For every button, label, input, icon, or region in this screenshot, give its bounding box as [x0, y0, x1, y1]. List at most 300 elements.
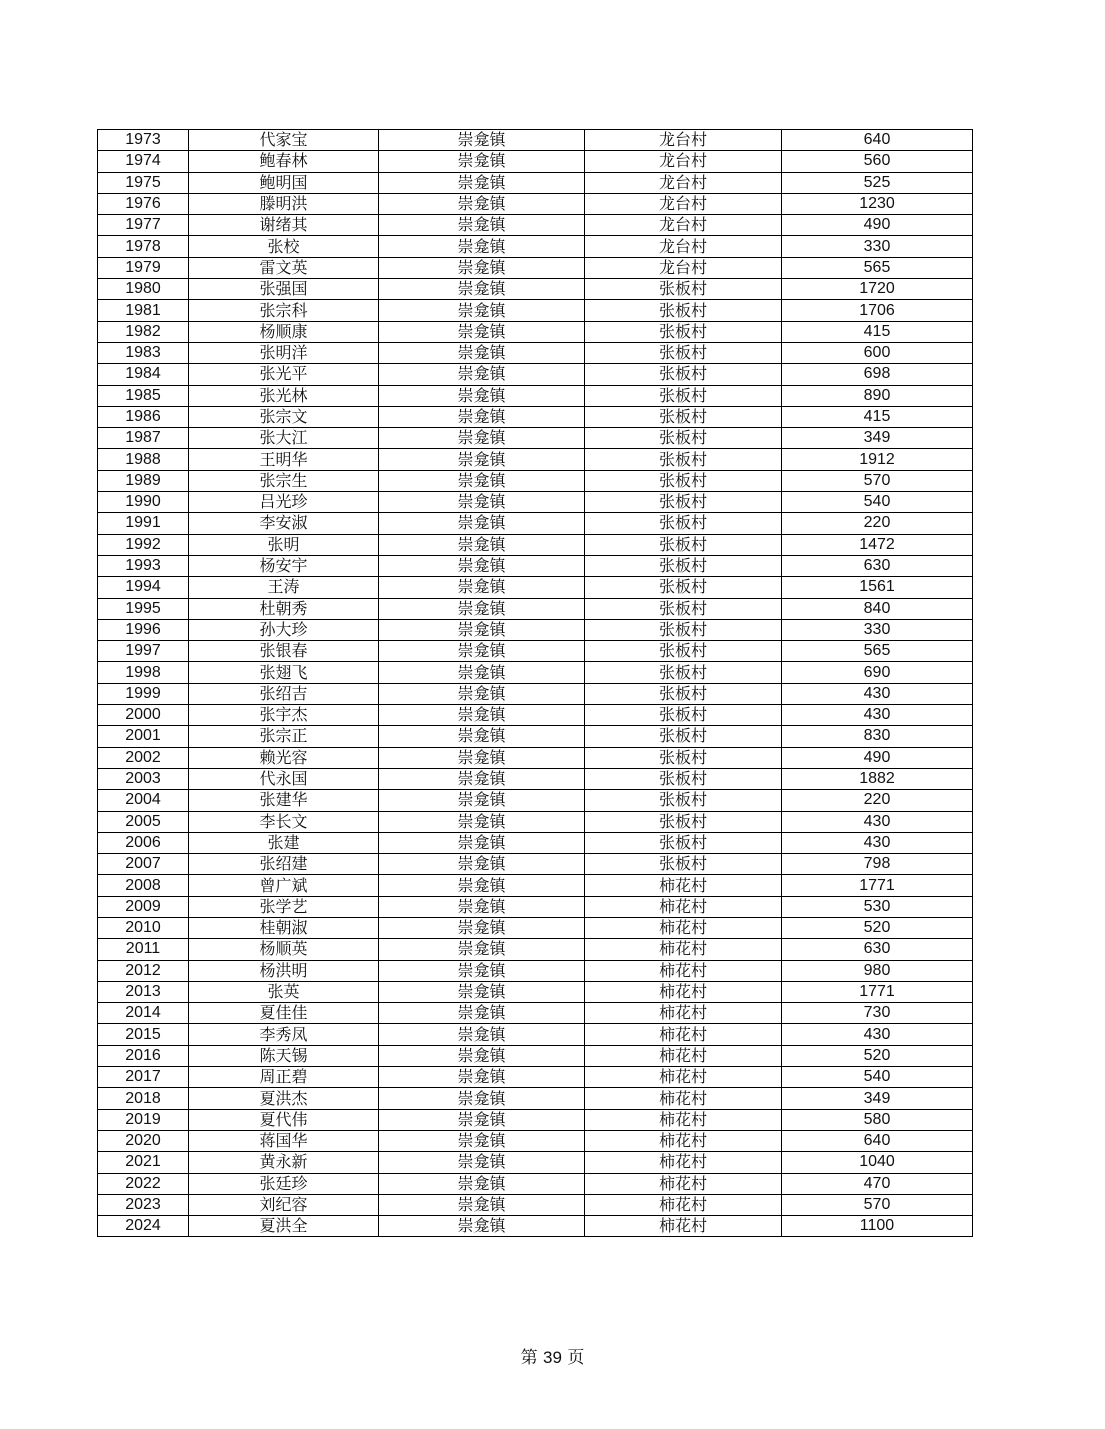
- town-name-cell: 崇龛镇: [379, 428, 585, 449]
- row-index-cell: 1974: [98, 151, 189, 172]
- row-index-cell: 2017: [98, 1067, 189, 1088]
- town-name-cell: 崇龛镇: [379, 555, 585, 576]
- village-name-cell: 张板村: [585, 279, 782, 300]
- table-row: [98, 279, 973, 300]
- amount-value-cell: 640: [782, 1130, 973, 1151]
- person-name-cell: 张英: [189, 981, 379, 1002]
- person-name-cell: 陈天锡: [189, 1045, 379, 1066]
- person-name-cell: 代永国: [189, 768, 379, 789]
- village-name-cell: 张板村: [585, 577, 782, 598]
- person-name-cell: 代家宝: [189, 130, 379, 151]
- town-name-cell: 崇龛镇: [379, 470, 585, 491]
- amount-value-cell: 430: [782, 811, 973, 832]
- town-name-cell: 崇龛镇: [379, 342, 585, 363]
- page-footer: [0, 1343, 1105, 1368]
- table-row: [98, 960, 973, 981]
- village-name-cell: 龙台村: [585, 257, 782, 278]
- row-index-cell: 2007: [98, 854, 189, 875]
- amount-value-cell: 520: [782, 917, 973, 938]
- person-name-cell: 张宗生: [189, 470, 379, 491]
- amount-value-cell: 1706: [782, 300, 973, 321]
- amount-value-cell: 840: [782, 598, 973, 619]
- table-row: [98, 1109, 973, 1130]
- town-name-cell: 崇龛镇: [379, 598, 585, 619]
- amount-value-cell: 1771: [782, 981, 973, 1002]
- person-name-cell: 张宗科: [189, 300, 379, 321]
- town-name-cell: 崇龛镇: [379, 790, 585, 811]
- row-index-cell: 1990: [98, 492, 189, 513]
- village-name-cell: 张板村: [585, 662, 782, 683]
- amount-value-cell: 698: [782, 364, 973, 385]
- town-name-cell: 崇龛镇: [379, 130, 585, 151]
- village-name-cell: 柿花村: [585, 1216, 782, 1237]
- village-name-cell: 张板村: [585, 705, 782, 726]
- table-row: [98, 747, 973, 768]
- town-name-cell: 崇龛镇: [379, 513, 585, 534]
- table-row: [98, 1130, 973, 1151]
- table-row: [98, 406, 973, 427]
- table-row: [98, 449, 973, 470]
- row-index-cell: 2004: [98, 790, 189, 811]
- table-row: [98, 555, 973, 576]
- person-name-cell: 王明华: [189, 449, 379, 470]
- town-name-cell: 崇龛镇: [379, 1109, 585, 1130]
- row-index-cell: 1976: [98, 193, 189, 214]
- person-name-cell: 张光平: [189, 364, 379, 385]
- amount-value-cell: 349: [782, 428, 973, 449]
- town-name-cell: 崇龛镇: [379, 215, 585, 236]
- amount-value-cell: 565: [782, 257, 973, 278]
- table-row: [98, 1088, 973, 1109]
- village-name-cell: 张板村: [585, 555, 782, 576]
- row-index-cell: 2000: [98, 705, 189, 726]
- row-index-cell: 1988: [98, 449, 189, 470]
- person-name-cell: 张大江: [189, 428, 379, 449]
- village-name-cell: 柿花村: [585, 896, 782, 917]
- village-name-cell: 张板村: [585, 832, 782, 853]
- row-index-cell: 2023: [98, 1194, 189, 1215]
- table-row: [98, 1216, 973, 1237]
- person-name-cell: 夏代伟: [189, 1109, 379, 1130]
- table-row: [98, 619, 973, 640]
- row-index-cell: 1979: [98, 257, 189, 278]
- town-name-cell: 崇龛镇: [379, 896, 585, 917]
- town-name-cell: 崇龛镇: [379, 1152, 585, 1173]
- table-row: [98, 917, 973, 938]
- person-name-cell: 张光林: [189, 385, 379, 406]
- row-index-cell: 1981: [98, 300, 189, 321]
- row-index-cell: 1991: [98, 513, 189, 534]
- village-name-cell: 张板村: [585, 321, 782, 342]
- table-row: [98, 1067, 973, 1088]
- village-name-cell: 张板村: [585, 619, 782, 640]
- village-name-cell: 张板村: [585, 492, 782, 513]
- village-name-cell: 柿花村: [585, 1109, 782, 1130]
- amount-value-cell: 570: [782, 470, 973, 491]
- table-row: [98, 236, 973, 257]
- town-name-cell: 崇龛镇: [379, 1088, 585, 1109]
- person-name-cell: 孙大珍: [189, 619, 379, 640]
- amount-value-cell: 980: [782, 960, 973, 981]
- village-name-cell: 张板村: [585, 641, 782, 662]
- village-name-cell: 张板村: [585, 449, 782, 470]
- amount-value-cell: 490: [782, 215, 973, 236]
- person-name-cell: 张学艺: [189, 896, 379, 917]
- row-index-cell: 2008: [98, 875, 189, 896]
- village-name-cell: 张板村: [585, 385, 782, 406]
- row-index-cell: 2020: [98, 1130, 189, 1151]
- table-row: [98, 492, 973, 513]
- row-index-cell: 1984: [98, 364, 189, 385]
- row-index-cell: 2002: [98, 747, 189, 768]
- row-index-cell: 2013: [98, 981, 189, 1002]
- village-name-cell: 柿花村: [585, 960, 782, 981]
- town-name-cell: 崇龛镇: [379, 151, 585, 172]
- row-index-cell: 2011: [98, 939, 189, 960]
- table-row: [98, 385, 973, 406]
- amount-value-cell: 630: [782, 555, 973, 576]
- village-name-cell: 张板村: [585, 683, 782, 704]
- town-name-cell: 崇龛镇: [379, 449, 585, 470]
- amount-value-cell: 430: [782, 1024, 973, 1045]
- table-row: [98, 172, 973, 193]
- table-row: [98, 641, 973, 662]
- village-name-cell: 龙台村: [585, 193, 782, 214]
- amount-value-cell: 520: [782, 1045, 973, 1066]
- person-name-cell: 张宗文: [189, 406, 379, 427]
- village-name-cell: 龙台村: [585, 215, 782, 236]
- town-name-cell: 崇龛镇: [379, 1173, 585, 1194]
- table-row: [98, 790, 973, 811]
- town-name-cell: 崇龛镇: [379, 811, 585, 832]
- table-row: [98, 534, 973, 555]
- person-name-cell: 杨洪明: [189, 960, 379, 981]
- row-index-cell: 1995: [98, 598, 189, 619]
- person-name-cell: 杨顺康: [189, 321, 379, 342]
- town-name-cell: 崇龛镇: [379, 300, 585, 321]
- amount-value-cell: 560: [782, 151, 973, 172]
- village-name-cell: 柿花村: [585, 1067, 782, 1088]
- table-row: [98, 875, 973, 896]
- village-name-cell: 柿花村: [585, 1173, 782, 1194]
- table-row: [98, 1003, 973, 1024]
- village-name-cell: 张板村: [585, 598, 782, 619]
- row-index-cell: 1992: [98, 534, 189, 555]
- person-name-cell: 张建: [189, 832, 379, 853]
- village-name-cell: 柿花村: [585, 1088, 782, 1109]
- town-name-cell: 崇龛镇: [379, 1216, 585, 1237]
- amount-value-cell: 1882: [782, 768, 973, 789]
- town-name-cell: 崇龛镇: [379, 1024, 585, 1045]
- amount-value-cell: 580: [782, 1109, 973, 1130]
- row-index-cell: 2006: [98, 832, 189, 853]
- row-index-cell: 2016: [98, 1045, 189, 1066]
- person-name-cell: 张明洋: [189, 342, 379, 363]
- table-row: [98, 321, 973, 342]
- table-row: [98, 1045, 973, 1066]
- town-name-cell: 崇龛镇: [379, 172, 585, 193]
- village-name-cell: 张板村: [585, 534, 782, 555]
- village-name-cell: 柿花村: [585, 875, 782, 896]
- amount-value-cell: 830: [782, 726, 973, 747]
- amount-value-cell: 570: [782, 1194, 973, 1215]
- town-name-cell: 崇龛镇: [379, 960, 585, 981]
- amount-value-cell: 430: [782, 832, 973, 853]
- town-name-cell: 崇龛镇: [379, 534, 585, 555]
- table-row: [98, 364, 973, 385]
- town-name-cell: 崇龛镇: [379, 747, 585, 768]
- table-row: [98, 598, 973, 619]
- town-name-cell: 崇龛镇: [379, 854, 585, 875]
- village-name-cell: 柿花村: [585, 1003, 782, 1024]
- town-name-cell: 崇龛镇: [379, 726, 585, 747]
- row-index-cell: 1977: [98, 215, 189, 236]
- table-row: [98, 939, 973, 960]
- row-index-cell: 1998: [98, 662, 189, 683]
- amount-value-cell: 220: [782, 790, 973, 811]
- amount-value-cell: 430: [782, 705, 973, 726]
- row-index-cell: 1975: [98, 172, 189, 193]
- amount-value-cell: 630: [782, 939, 973, 960]
- village-name-cell: 张板村: [585, 428, 782, 449]
- table-row: [98, 215, 973, 236]
- amount-value-cell: 1720: [782, 279, 973, 300]
- amount-value-cell: 525: [782, 172, 973, 193]
- person-name-cell: 张廷珍: [189, 1173, 379, 1194]
- row-index-cell: 1997: [98, 641, 189, 662]
- person-name-cell: 吕光珍: [189, 492, 379, 513]
- village-name-cell: 张板村: [585, 342, 782, 363]
- person-name-cell: 夏洪全: [189, 1216, 379, 1237]
- amount-value-cell: 540: [782, 1067, 973, 1088]
- amount-value-cell: 730: [782, 1003, 973, 1024]
- town-name-cell: 崇龛镇: [379, 939, 585, 960]
- village-name-cell: 龙台村: [585, 151, 782, 172]
- amount-value-cell: 540: [782, 492, 973, 513]
- person-name-cell: 李安淑: [189, 513, 379, 534]
- row-index-cell: 1973: [98, 130, 189, 151]
- amount-value-cell: 430: [782, 683, 973, 704]
- table-row: [98, 662, 973, 683]
- person-name-cell: 杨安宇: [189, 555, 379, 576]
- person-name-cell: 谢绪其: [189, 215, 379, 236]
- village-name-cell: 张板村: [585, 406, 782, 427]
- amount-value-cell: 890: [782, 385, 973, 406]
- row-index-cell: 1994: [98, 577, 189, 598]
- town-name-cell: 崇龛镇: [379, 917, 585, 938]
- row-index-cell: 2015: [98, 1024, 189, 1045]
- amount-value-cell: 1561: [782, 577, 973, 598]
- village-name-cell: 龙台村: [585, 172, 782, 193]
- table-row: [98, 705, 973, 726]
- town-name-cell: 崇龛镇: [379, 492, 585, 513]
- table-row: [98, 257, 973, 278]
- amount-value-cell: 600: [782, 342, 973, 363]
- amount-value-cell: 640: [782, 130, 973, 151]
- town-name-cell: 崇龛镇: [379, 406, 585, 427]
- amount-value-cell: 1100: [782, 1216, 973, 1237]
- person-name-cell: 滕明洪: [189, 193, 379, 214]
- person-name-cell: 张绍建: [189, 854, 379, 875]
- village-name-cell: 张板村: [585, 768, 782, 789]
- town-name-cell: 崇龛镇: [379, 279, 585, 300]
- village-name-cell: 柿花村: [585, 1194, 782, 1215]
- table-row: [98, 300, 973, 321]
- town-name-cell: 崇龛镇: [379, 619, 585, 640]
- row-index-cell: 2021: [98, 1152, 189, 1173]
- row-index-cell: 1999: [98, 683, 189, 704]
- town-name-cell: 崇龛镇: [379, 683, 585, 704]
- town-name-cell: 崇龛镇: [379, 1067, 585, 1088]
- amount-value-cell: 1472: [782, 534, 973, 555]
- person-name-cell: 张银春: [189, 641, 379, 662]
- row-index-cell: 2014: [98, 1003, 189, 1024]
- village-name-cell: 柿花村: [585, 1130, 782, 1151]
- town-name-cell: 崇龛镇: [379, 641, 585, 662]
- row-index-cell: 2010: [98, 917, 189, 938]
- town-name-cell: 崇龛镇: [379, 1045, 585, 1066]
- town-name-cell: 崇龛镇: [379, 236, 585, 257]
- row-index-cell: 2001: [98, 726, 189, 747]
- person-name-cell: 蒋国华: [189, 1130, 379, 1151]
- amount-value-cell: 349: [782, 1088, 973, 1109]
- record-table-body: [98, 130, 973, 1237]
- table-row: [98, 1024, 973, 1045]
- table-row: [98, 896, 973, 917]
- data-sheet: [97, 129, 972, 1237]
- page-number: 39: [543, 1348, 562, 1367]
- row-index-cell: 2018: [98, 1088, 189, 1109]
- table-row: [98, 428, 973, 449]
- table-row: [98, 130, 973, 151]
- row-index-cell: 1982: [98, 321, 189, 342]
- person-name-cell: 张宇杰: [189, 705, 379, 726]
- amount-value-cell: 1040: [782, 1152, 973, 1173]
- table-row: [98, 1152, 973, 1173]
- person-name-cell: 刘纪容: [189, 1194, 379, 1215]
- amount-value-cell: 470: [782, 1173, 973, 1194]
- table-row: [98, 193, 973, 214]
- table-row: [98, 832, 973, 853]
- table-row: [98, 726, 973, 747]
- person-name-cell: 李秀凤: [189, 1024, 379, 1045]
- person-name-cell: 黄永新: [189, 1152, 379, 1173]
- person-name-cell: 曾广斌: [189, 875, 379, 896]
- person-name-cell: 张强国: [189, 279, 379, 300]
- town-name-cell: 崇龛镇: [379, 385, 585, 406]
- amount-value-cell: 1771: [782, 875, 973, 896]
- row-index-cell: 2009: [98, 896, 189, 917]
- amount-value-cell: 690: [782, 662, 973, 683]
- person-name-cell: 夏洪杰: [189, 1088, 379, 1109]
- town-name-cell: 崇龛镇: [379, 1194, 585, 1215]
- village-name-cell: 张板村: [585, 513, 782, 534]
- page-label-suffix: 页: [567, 1348, 585, 1368]
- town-name-cell: 崇龛镇: [379, 577, 585, 598]
- village-name-cell: 张板村: [585, 470, 782, 491]
- town-name-cell: 崇龛镇: [379, 321, 585, 342]
- row-index-cell: 2024: [98, 1216, 189, 1237]
- village-name-cell: 张板村: [585, 854, 782, 875]
- amount-value-cell: 565: [782, 641, 973, 662]
- person-name-cell: 张建华: [189, 790, 379, 811]
- village-name-cell: 张板村: [585, 300, 782, 321]
- row-index-cell: 2022: [98, 1173, 189, 1194]
- town-name-cell: 崇龛镇: [379, 832, 585, 853]
- amount-value-cell: 490: [782, 747, 973, 768]
- row-index-cell: 1985: [98, 385, 189, 406]
- village-name-cell: 张板村: [585, 790, 782, 811]
- village-name-cell: 柿花村: [585, 917, 782, 938]
- page-label-prefix: 第: [520, 1348, 538, 1368]
- person-name-cell: 张绍吉: [189, 683, 379, 704]
- table-row: [98, 854, 973, 875]
- village-name-cell: 柿花村: [585, 981, 782, 1002]
- person-name-cell: 周正碧: [189, 1067, 379, 1088]
- village-name-cell: 柿花村: [585, 1045, 782, 1066]
- table-row: [98, 811, 973, 832]
- person-name-cell: 鲍春林: [189, 151, 379, 172]
- village-name-cell: 柿花村: [585, 939, 782, 960]
- row-index-cell: 1983: [98, 342, 189, 363]
- table-row: [98, 981, 973, 1002]
- village-name-cell: 龙台村: [585, 236, 782, 257]
- table-row: [98, 151, 973, 172]
- table-row: [98, 1194, 973, 1215]
- table-row: [98, 1173, 973, 1194]
- town-name-cell: 崇龛镇: [379, 193, 585, 214]
- row-index-cell: 1980: [98, 279, 189, 300]
- person-name-cell: 张明: [189, 534, 379, 555]
- town-name-cell: 崇龛镇: [379, 364, 585, 385]
- village-name-cell: 柿花村: [585, 1152, 782, 1173]
- town-name-cell: 崇龛镇: [379, 1003, 585, 1024]
- person-name-cell: 张校: [189, 236, 379, 257]
- amount-value-cell: 330: [782, 236, 973, 257]
- row-index-cell: 2003: [98, 768, 189, 789]
- row-index-cell: 2005: [98, 811, 189, 832]
- person-name-cell: 夏佳佳: [189, 1003, 379, 1024]
- row-index-cell: 2012: [98, 960, 189, 981]
- table-row: [98, 768, 973, 789]
- table-row: [98, 342, 973, 363]
- row-index-cell: 2019: [98, 1109, 189, 1130]
- row-index-cell: 1996: [98, 619, 189, 640]
- person-name-cell: 李长文: [189, 811, 379, 832]
- amount-value-cell: 798: [782, 854, 973, 875]
- person-name-cell: 王涛: [189, 577, 379, 598]
- village-name-cell: 张板村: [585, 364, 782, 385]
- village-name-cell: 龙台村: [585, 130, 782, 151]
- table-row: [98, 683, 973, 704]
- row-index-cell: 1989: [98, 470, 189, 491]
- person-name-cell: 雷文英: [189, 257, 379, 278]
- town-name-cell: 崇龛镇: [379, 705, 585, 726]
- row-index-cell: 1986: [98, 406, 189, 427]
- row-index-cell: 1978: [98, 236, 189, 257]
- table-row: [98, 577, 973, 598]
- amount-value-cell: 415: [782, 321, 973, 342]
- amount-value-cell: 415: [782, 406, 973, 427]
- amount-value-cell: 220: [782, 513, 973, 534]
- person-name-cell: 张翅飞: [189, 662, 379, 683]
- town-name-cell: 崇龛镇: [379, 1130, 585, 1151]
- amount-value-cell: 1230: [782, 193, 973, 214]
- town-name-cell: 崇龛镇: [379, 981, 585, 1002]
- record-table: [97, 129, 973, 1237]
- person-name-cell: 桂朝淑: [189, 917, 379, 938]
- person-name-cell: 鲍明国: [189, 172, 379, 193]
